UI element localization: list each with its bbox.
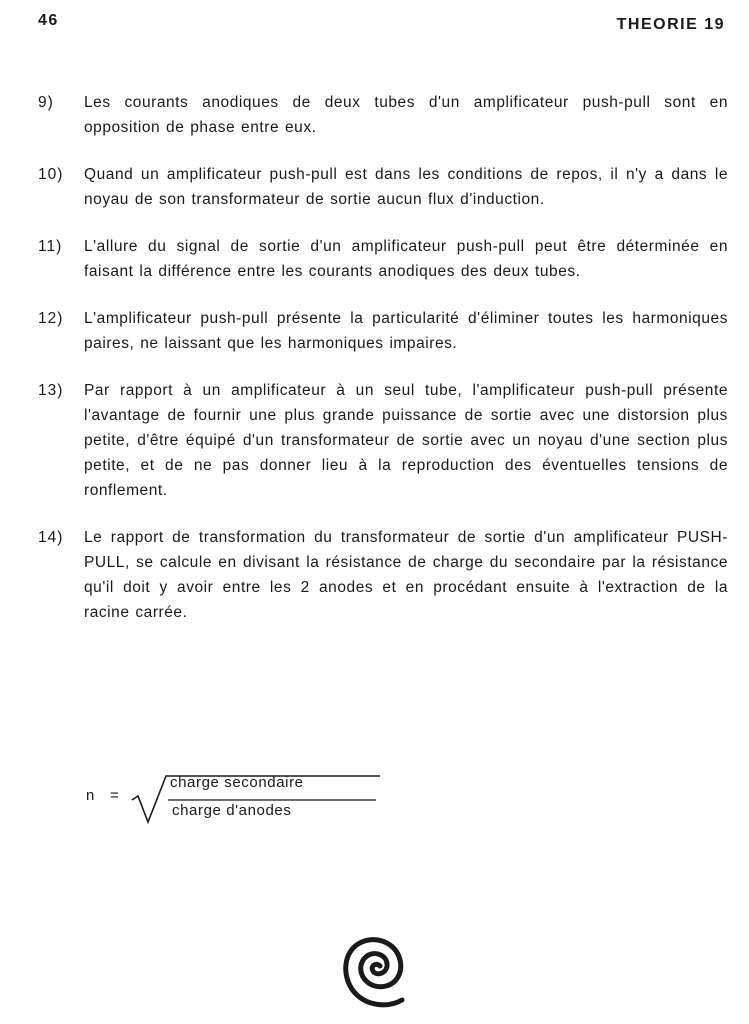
statement-number: 13) (38, 382, 64, 399)
formula-numerator: charge secondaire (170, 774, 304, 791)
transformation-ratio-formula (86, 772, 386, 832)
statement-number: 12) (38, 310, 64, 327)
page-number: 46 (38, 12, 59, 29)
statement-text: L'allure du signal de sortie d'un amplificateur push-pull peut être déterminée en faisant la différence entre les courants anodiques des deux tubes. (84, 238, 728, 280)
statement-item (38, 90, 728, 140)
formula-variable: n (86, 787, 95, 804)
statement-number: 11) (38, 238, 63, 255)
statement-number: 9) (38, 94, 54, 111)
spiral-logo-icon (330, 918, 426, 1014)
running-title: THEORIE 19 (616, 16, 725, 33)
formula-equals: = (110, 787, 120, 804)
statement-item (38, 162, 728, 212)
statement-text: Les courants anodiques de deux tubes d'un amplificateur push-pull sont en opposition de phase entre eux. (84, 94, 728, 136)
statement-text: Quand un amplificateur push-pull est dans les conditions de repos, il n'y a dans le noyau de son transformateur de sortie aucun flux d'induction. (84, 166, 728, 208)
statement-item (38, 306, 728, 356)
statement-text: L'amplificateur push-pull présente la particularité d'éliminer toutes les harmoniques paires, ne laissant que les harmoniques impaires. (84, 310, 728, 352)
statement-text: Le rapport de transformation du transformateur de sortie d'un amplificateur PUSH-PULL, se calcule en divisant la résistance de charge du secondaire par la résistance qu'il doit y avoir entre les 2 anodes et en procédant ensuite à l'extraction de la racine carrée. (84, 529, 728, 621)
statement-text: Par rapport à un amplificateur à un seul tube, l'amplificateur push-pull présente l'avantage de fournir une plus grande puissance de sortie avec une distorsion plus petite, d'être équipé d'un transformateur de sortie avec un noyau d'une section plus petite, et de ne pas donner lieu à la reproduction des éventuelles tensions de ronflement. (84, 382, 728, 499)
page-header (38, 12, 725, 40)
statement-number: 10) (38, 166, 64, 183)
statement-item (38, 525, 728, 625)
statement-list (38, 90, 728, 647)
formula-denominator: charge d'anodes (172, 802, 292, 819)
statement-item (38, 378, 728, 503)
statement-item (38, 234, 728, 284)
statement-number: 14) (38, 529, 64, 546)
